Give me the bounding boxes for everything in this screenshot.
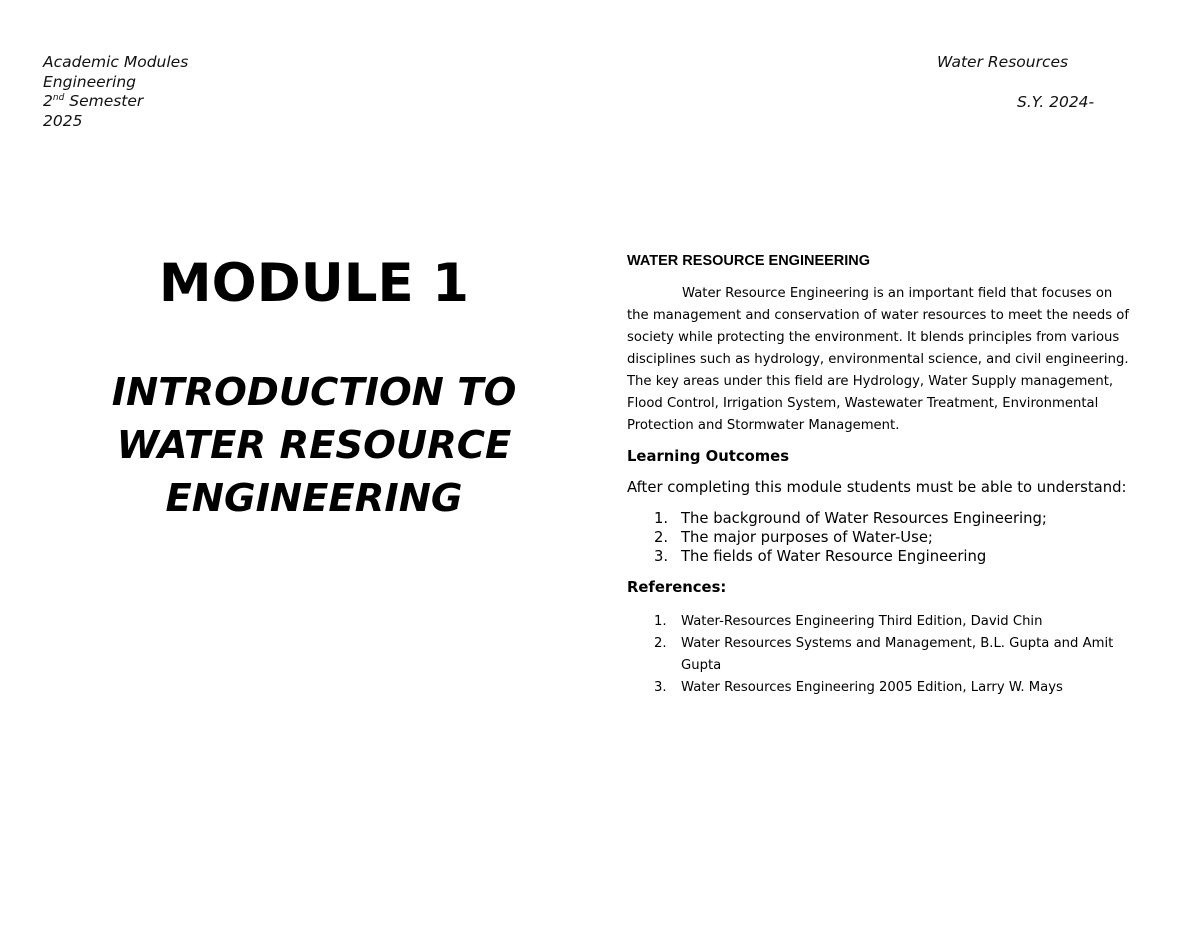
module-subtitle: [64, 366, 564, 525]
intro-line: Protection and Stormwater Management.: [627, 418, 900, 433]
module-subtitle-line: WATER RESOURCE: [116, 423, 512, 468]
intro-line: society while protecting the environment. It blends principles from various: [627, 330, 1120, 345]
references-heading: References:: [627, 579, 727, 596]
header-institution: Academic Modules: [43, 53, 189, 71]
semester-word: Semester: [64, 92, 144, 110]
header-semester: [43, 92, 188, 112]
section-heading: WATER RESOURCE ENGINEERING: [627, 253, 871, 269]
list-item: [627, 611, 1147, 633]
list-text: The fields of Water Resource Engineering: [681, 548, 987, 566]
module-subtitle-line: INTRODUCTION TO: [111, 370, 517, 415]
header-department: Engineering: [43, 72, 136, 91]
list-item: [627, 677, 1147, 699]
intro-line: Water Resource Engineering is an important field that focuses on: [682, 286, 1113, 301]
list-item: [627, 633, 1147, 677]
list-number: 2.: [654, 636, 667, 651]
intro-line: disciplines such as hydrology, environmental science, and civil engineering.: [627, 352, 1129, 367]
learning-outcomes-lead: After completing this module students must be able to understand:: [627, 479, 1127, 496]
learning-outcomes-heading: Learning Outcomes: [627, 448, 790, 465]
list-text: The major purposes of Water-Use;: [681, 529, 933, 547]
intro-line: Flood Control, Irrigation System, Wastewater Treatment, Environmental: [627, 396, 1099, 411]
learning-outcomes-list: [627, 509, 1047, 567]
module-subtitle-line: ENGINEERING: [165, 476, 463, 521]
list-text: The background of Water Resources Engineering;: [681, 510, 1047, 527]
intro-line: The key areas under this field are Hydrology, Water Supply management,: [627, 374, 1114, 389]
list-item: [627, 547, 1047, 566]
list-text: Water-Resources Engineering Third Edition, David Chin: [681, 614, 1043, 629]
list-number: 1.: [654, 510, 669, 527]
semester-ordinal: nd: [52, 92, 65, 103]
list-number: 2.: [654, 529, 669, 547]
list-number: 1.: [654, 614, 667, 629]
header-school-year: S.Y. 2024-: [1017, 92, 1095, 111]
list-item: [627, 528, 1047, 547]
list-number: 3.: [654, 548, 669, 566]
module-title: MODULE 1: [158, 253, 470, 314]
list-text: Water Resources Engineering 2005 Edition, Larry W. Mays: [681, 680, 1063, 695]
header-year-end: 2025: [43, 111, 83, 130]
list-number: 3.: [654, 680, 667, 695]
header-course: Water Resources: [937, 53, 1069, 71]
intro-paragraph: [627, 283, 1167, 437]
references-list: [627, 611, 1147, 699]
list-text: Water Resources Systems and Management, B.L. Gupta and Amit Gupta: [681, 636, 1114, 673]
list-item: [627, 509, 1047, 528]
header-left: [43, 53, 188, 131]
intro-line: the management and conservation of water resources to meet the needs of: [627, 308, 1129, 323]
semester-number: 2: [43, 92, 53, 110]
